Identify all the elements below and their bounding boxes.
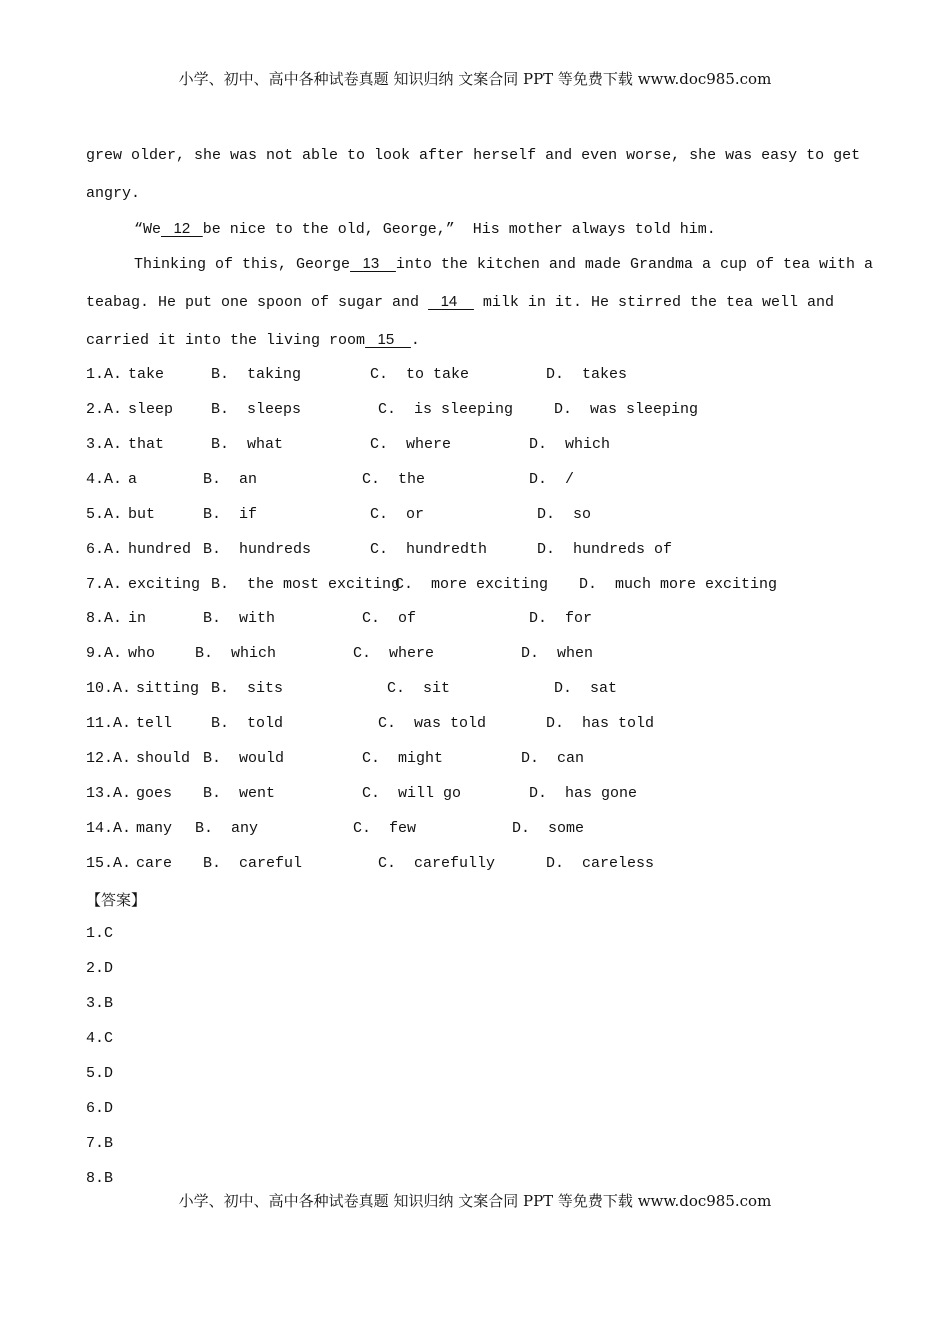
option-a: who — [128, 645, 156, 662]
passage-text: into the kitchen and made Grandma a cup of tea with a — [395, 256, 873, 273]
question-number: 2.A. — [86, 401, 123, 418]
blank-12: 12 — [161, 220, 203, 237]
option-a: sleep — [128, 401, 174, 418]
passage-line — [86, 293, 834, 311]
option-b: B. sleeps — [211, 401, 302, 418]
option-a: goes — [136, 785, 173, 802]
option-c: C. carefully — [378, 855, 496, 872]
question-number: 15.A. — [86, 855, 132, 872]
option-b: B. careful — [203, 855, 303, 872]
option-b: B. sits — [211, 680, 284, 697]
option-d: D. sat — [554, 680, 618, 697]
option-b: B. what — [211, 436, 284, 453]
option-c: C. was told — [378, 715, 487, 732]
option-a: tell — [136, 715, 173, 732]
option-c: C. will go — [362, 785, 462, 802]
question-number: 4.A. — [86, 471, 123, 488]
passage-text: be nice to the old, George,” His mother always told him. — [202, 221, 716, 238]
option-d: D. can — [521, 750, 585, 767]
answer-item: 1.C — [86, 925, 114, 942]
option-d: D. has told — [546, 715, 655, 732]
question-number: 11.A. — [86, 715, 132, 732]
question-number: 3.A. — [86, 436, 123, 453]
option-d: D. so — [537, 506, 592, 523]
passage-line: angry. — [86, 185, 141, 202]
option-d: D. for — [529, 610, 593, 627]
option-d: D. some — [512, 820, 585, 837]
option-d: D. hundreds of — [537, 541, 673, 558]
option-d: D. has gone — [529, 785, 638, 802]
option-b: B. told — [211, 715, 284, 732]
option-d: D. takes — [546, 366, 628, 383]
option-d: D. / — [529, 471, 575, 488]
passage-line — [86, 331, 420, 349]
option-b: B. if — [203, 506, 258, 523]
answer-item: 8.B — [86, 1170, 114, 1187]
option-c: C. the — [362, 471, 426, 488]
page-footer: 小学、初中、高中各种试卷真题 知识归纳 文案合同 PPT 等免费下载 www.doc985.com — [178, 1192, 772, 1210]
option-a: but — [128, 506, 156, 523]
option-a: in — [128, 610, 147, 627]
option-c: C. more exciting — [395, 576, 549, 593]
option-a: exciting — [128, 576, 201, 593]
answer-item: 5.D — [86, 1065, 114, 1082]
option-c: C. where — [353, 645, 435, 662]
option-a: hundred — [128, 541, 192, 558]
option-a: sitting — [136, 680, 200, 697]
option-b: B. the most exciting — [211, 576, 401, 593]
blank-13: 13 — [350, 255, 396, 272]
option-b: B. taking — [211, 366, 302, 383]
answer-item: 7.B — [86, 1135, 114, 1152]
passage-text: “We — [134, 221, 162, 238]
question-number: 6.A. — [86, 541, 123, 558]
option-d: D. careless — [546, 855, 655, 872]
question-number: 9.A. — [86, 645, 123, 662]
page-header: 小学、初中、高中各种试卷真题 知识归纳 文案合同 PPT 等免费下载 www.doc985.com — [178, 70, 772, 88]
option-c: C. of — [362, 610, 417, 627]
option-a: care — [136, 855, 173, 872]
passage-text: teabag. He put one spoon of sugar and — [86, 294, 429, 311]
question-number: 8.A. — [86, 610, 123, 627]
option-c: C. sit — [387, 680, 451, 697]
passage-line — [134, 220, 716, 238]
option-b: B. an — [203, 471, 258, 488]
option-a: take — [128, 366, 165, 383]
question-number: 14.A. — [86, 820, 132, 837]
option-b: B. went — [203, 785, 276, 802]
question-number: 13.A. — [86, 785, 132, 802]
blank-15: 15 — [365, 331, 411, 348]
option-c: C. or — [370, 506, 425, 523]
answer-item: 3.B — [86, 995, 114, 1012]
question-number: 5.A. — [86, 506, 123, 523]
option-d: D. which — [529, 436, 611, 453]
option-d: D. was sleeping — [554, 401, 699, 418]
option-c: C. where — [370, 436, 452, 453]
option-c: C. is sleeping — [378, 401, 514, 418]
option-b: B. any — [195, 820, 259, 837]
option-c: C. might — [362, 750, 444, 767]
option-a: a — [128, 471, 138, 488]
answer-item: 4.C — [86, 1030, 114, 1047]
answer-heading: 【答案】 — [86, 891, 147, 909]
option-b: B. would — [203, 750, 285, 767]
option-a: many — [136, 820, 173, 837]
option-b: B. hundreds — [203, 541, 312, 558]
passage-text: milk in it. He stirred the tea well and — [473, 294, 834, 311]
passage-text: Thinking of this, George — [116, 256, 351, 273]
option-c: C. hundredth — [370, 541, 488, 558]
question-number: 7.A. — [86, 576, 123, 593]
question-number: 10.A. — [86, 680, 132, 697]
answer-item: 2.D — [86, 960, 114, 977]
option-a: should — [136, 750, 191, 767]
passage-text: . — [410, 332, 420, 349]
option-b: B. which — [195, 645, 277, 662]
answer-item: 6.D — [86, 1100, 114, 1117]
option-c: C. to take — [370, 366, 470, 383]
passage-line: grew older, she was not able to look after herself and even worse, she was easy to get — [86, 147, 861, 164]
option-a: that — [128, 436, 165, 453]
question-number: 1.A. — [86, 366, 123, 383]
option-d: D. much more exciting — [579, 576, 778, 593]
option-d: D. when — [521, 645, 594, 662]
option-c: C. few — [353, 820, 417, 837]
question-number: 12.A. — [86, 750, 132, 767]
passage-text: carried it into the living room — [86, 332, 366, 349]
blank-14: 14 — [428, 293, 474, 310]
passage-line — [116, 255, 873, 273]
option-b: B. with — [203, 610, 276, 627]
